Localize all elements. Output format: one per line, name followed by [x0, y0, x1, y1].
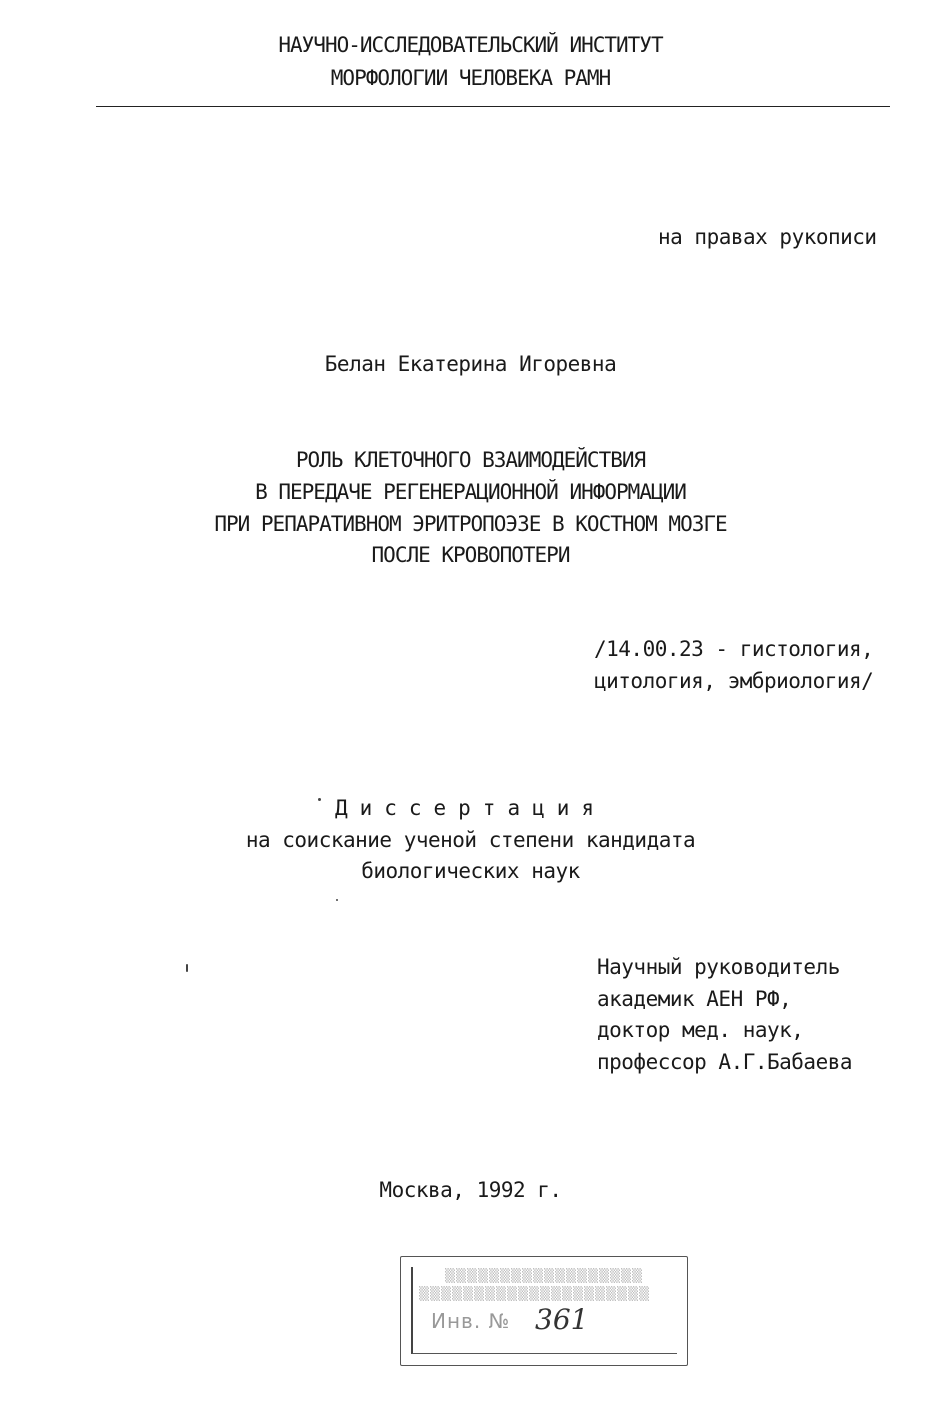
- institute-line-1: НАУЧНО-ИССЛЕДОВАТЕЛЬСКИЙ ИНСТИТУТ: [278, 33, 663, 57]
- title-line-1: РОЛЬ КЛЕТОЧНОГО ВЗАИМОДЕЙСТВИЯ: [295, 448, 646, 472]
- supervisor-line-4: профессор А.Г.Бабаева: [597, 1050, 853, 1074]
- supervisor-line-3: доктор мед. наук,: [597, 1018, 804, 1042]
- paper-speck: [318, 798, 321, 801]
- specialty-line-1: /14.00.23 - гистология,: [594, 637, 874, 661]
- author-name: Белан Екатерина Игоревна: [324, 352, 617, 376]
- specialty-line-2: цитология, эмбриология/: [594, 669, 874, 693]
- dissertation-line-2: биологических наук: [361, 859, 580, 883]
- place-and-date: Москва, 1992 г.: [379, 1178, 562, 1202]
- paper-speck: [336, 899, 338, 901]
- stamp-inventory-number: 361: [535, 1303, 589, 1336]
- manuscript-note: на правах рукописи: [658, 225, 877, 249]
- stamp-inventory-label: Инв. №: [431, 1309, 511, 1333]
- institute-line-2: МОРФОЛОГИИ ЧЕЛОВЕКА РАМН: [330, 66, 611, 90]
- title-line-3: ПРИ РЕПАРАТИВНОМ ЭРИТРОПОЭЗЕ В КОСТНОМ МОЗГЕ: [214, 512, 727, 536]
- dissertation-line-1: на соискание ученой степени кандидата: [245, 828, 696, 852]
- dissertation-heading: Диссертация: [334, 796, 607, 820]
- stamp-faded-line-1: ▒▒▒▒▒▒▒▒▒▒▒▒▒▒▒▒▒▒: [445, 1269, 643, 1284]
- supervisor-line-2: академик АЕН РФ,: [597, 987, 792, 1011]
- stamp-faded-line-2: ▒▒▒▒▒▒▒▒▒▒▒▒▒▒▒▒▒▒▒▒▒: [419, 1287, 650, 1302]
- supervisor-line-1: Научный руководитель: [597, 955, 840, 979]
- library-stamp: [400, 1256, 688, 1366]
- title-line-4: ПОСЛЕ КРОВОПОТЕРИ: [371, 543, 570, 567]
- title-line-2: В ПЕРЕДАЧЕ РЕГЕНЕРАЦИОННОЙ ИНФОРМАЦИИ: [255, 480, 686, 504]
- header-divider: [96, 106, 890, 107]
- paper-speck: [186, 964, 188, 972]
